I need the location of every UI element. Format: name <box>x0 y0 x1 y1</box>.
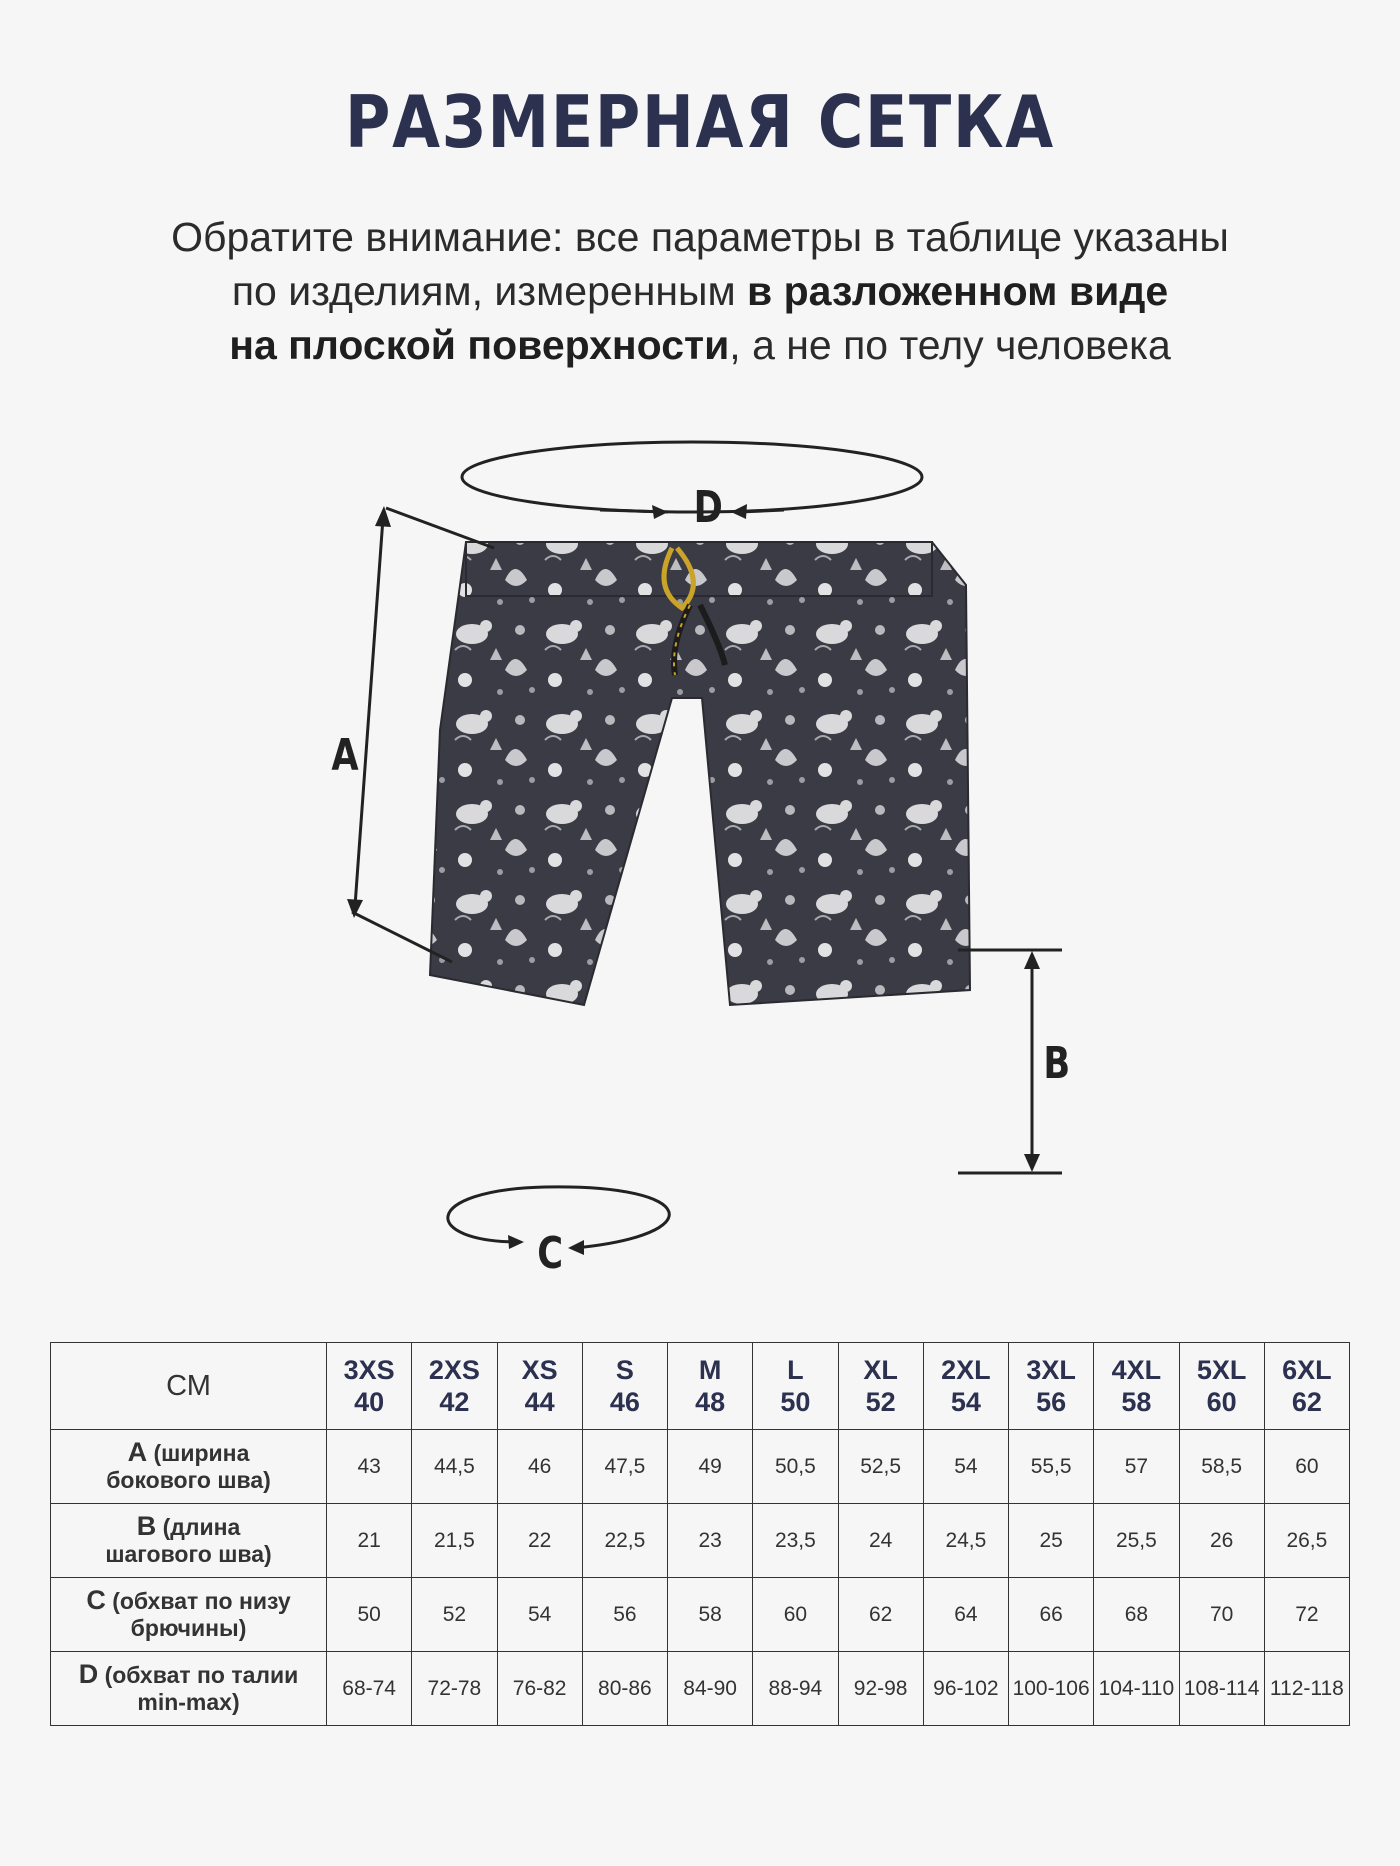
page-title: РАЗМЕРНАЯ СЕТКА <box>345 80 1055 164</box>
size-letter: S <box>615 1355 634 1385</box>
table-cell: 100-106 <box>1009 1652 1094 1726</box>
table-cell: 70 <box>1179 1578 1264 1652</box>
table-cell: 43 <box>327 1430 412 1504</box>
note-line-2: по изделиям, измеренным в разложенном виде <box>231 268 1169 314</box>
table-cell: 22 <box>497 1504 582 1578</box>
table-row <box>51 1504 1350 1578</box>
row-label-b: B (длина шагового шва) <box>51 1504 327 1578</box>
table-cell: 55,5 <box>1009 1430 1094 1504</box>
table-cell: 21,5 <box>412 1504 497 1578</box>
table-cell: 56 <box>582 1578 667 1652</box>
size-number: 62 <box>1291 1387 1322 1417</box>
label-d: D <box>693 482 723 533</box>
table-cell: 68 <box>1094 1578 1179 1652</box>
table-cell: 25,5 <box>1094 1504 1179 1578</box>
size-header-4xl <box>1094 1343 1179 1430</box>
table-cell: 104-110 <box>1094 1652 1179 1726</box>
size-letter: 2XS <box>428 1355 480 1385</box>
size-letter: L <box>787 1355 804 1385</box>
label-a: A <box>331 730 359 781</box>
size-header-5xl <box>1179 1343 1264 1430</box>
shorts-illustration <box>0 430 1400 1310</box>
table-cell: 84-90 <box>668 1652 753 1726</box>
table-cell: 64 <box>923 1578 1008 1652</box>
table-cell: 23 <box>668 1504 753 1578</box>
size-header-m <box>668 1343 753 1430</box>
table-cell: 68-74 <box>327 1652 412 1726</box>
table-cell: 57 <box>1094 1430 1179 1504</box>
size-number: 48 <box>695 1387 726 1417</box>
table-cell: 50,5 <box>753 1430 838 1504</box>
table-cell: 49 <box>668 1430 753 1504</box>
size-letter: XS <box>521 1355 558 1385</box>
size-table <box>50 1342 1350 1726</box>
table-cell: 76-82 <box>497 1652 582 1726</box>
table-cell: 92-98 <box>838 1652 923 1726</box>
size-letter: 3XL <box>1026 1355 1076 1385</box>
label-b: B <box>1043 1038 1071 1089</box>
size-letter: XL <box>863 1355 898 1385</box>
size-number: 46 <box>609 1387 640 1417</box>
table-cell: 80-86 <box>582 1652 667 1726</box>
table-row <box>51 1430 1350 1504</box>
size-number: 56 <box>1036 1387 1067 1417</box>
table-cell: 108-114 <box>1179 1652 1264 1726</box>
table-cell: 58 <box>668 1578 753 1652</box>
row-label-c: C (обхват по низу брючины) <box>51 1578 327 1652</box>
table-cell: 46 <box>497 1430 582 1504</box>
note-line-3: на плоской поверхности, а не по телу человека <box>229 322 1171 368</box>
size-number: 54 <box>950 1387 981 1417</box>
size-header-2xs <box>412 1343 497 1430</box>
table-cell: 26,5 <box>1264 1504 1349 1578</box>
row-label-a: A (ширина бокового шва) <box>51 1430 327 1504</box>
size-number: 50 <box>780 1387 811 1417</box>
size-header-2xl <box>923 1343 1008 1430</box>
table-cell: 21 <box>327 1504 412 1578</box>
size-letter: M <box>698 1355 722 1385</box>
table-cell: 66 <box>1009 1578 1094 1652</box>
measurement-diagram <box>0 430 1400 1310</box>
size-letter: 4XL <box>1111 1355 1162 1385</box>
table-row <box>51 1652 1350 1726</box>
table-cell: 50 <box>327 1578 412 1652</box>
size-number: 40 <box>354 1387 385 1417</box>
table-cell: 88-94 <box>753 1652 838 1726</box>
size-number: 52 <box>865 1387 896 1417</box>
table-cell: 54 <box>923 1430 1008 1504</box>
size-header-6xl <box>1264 1343 1349 1430</box>
measurement-note <box>0 210 1400 372</box>
table-cell: 62 <box>838 1578 923 1652</box>
table-cell: 60 <box>1264 1430 1349 1504</box>
label-c: C <box>537 1228 564 1279</box>
size-letter: 5XL <box>1196 1355 1247 1385</box>
size-header-xs <box>497 1343 582 1430</box>
size-letter: 2XL <box>941 1355 991 1385</box>
size-header-l <box>753 1343 838 1430</box>
row-label-d: D (обхват по талии min-max) <box>51 1652 327 1726</box>
size-header-3xs <box>327 1343 412 1430</box>
size-number: 60 <box>1206 1387 1237 1417</box>
table-cell: 25 <box>1009 1504 1094 1578</box>
table-cell: 24,5 <box>923 1504 1008 1578</box>
size-header-row <box>51 1343 1350 1430</box>
table-cell: 44,5 <box>412 1430 497 1504</box>
table-cell: 96-102 <box>923 1652 1008 1726</box>
table-cell: 54 <box>497 1578 582 1652</box>
unit-header: СМ <box>51 1343 327 1430</box>
size-header-s <box>582 1343 667 1430</box>
size-number: 42 <box>439 1387 470 1417</box>
size-header-3xl <box>1009 1343 1094 1430</box>
table-cell: 72 <box>1264 1578 1349 1652</box>
table-row <box>51 1578 1350 1652</box>
note-line-1: Обратите внимание: все параметры в таблице указаны <box>171 214 1229 260</box>
table-cell: 23,5 <box>753 1504 838 1578</box>
size-number: 44 <box>524 1387 555 1417</box>
table-cell: 47,5 <box>582 1430 667 1504</box>
size-header-xl <box>838 1343 923 1430</box>
table-cell: 60 <box>753 1578 838 1652</box>
table-cell: 112-118 <box>1264 1652 1349 1726</box>
table-cell: 24 <box>838 1504 923 1578</box>
table-cell: 52 <box>412 1578 497 1652</box>
table-cell: 72-78 <box>412 1652 497 1726</box>
table-cell: 58,5 <box>1179 1430 1264 1504</box>
size-letter: 3XS <box>343 1355 395 1385</box>
table-cell: 22,5 <box>582 1504 667 1578</box>
table-cell: 26 <box>1179 1504 1264 1578</box>
size-table-body <box>51 1430 1350 1726</box>
table-cell: 52,5 <box>838 1430 923 1504</box>
size-number: 58 <box>1121 1387 1152 1417</box>
size-letter: 6XL <box>1282 1355 1332 1385</box>
